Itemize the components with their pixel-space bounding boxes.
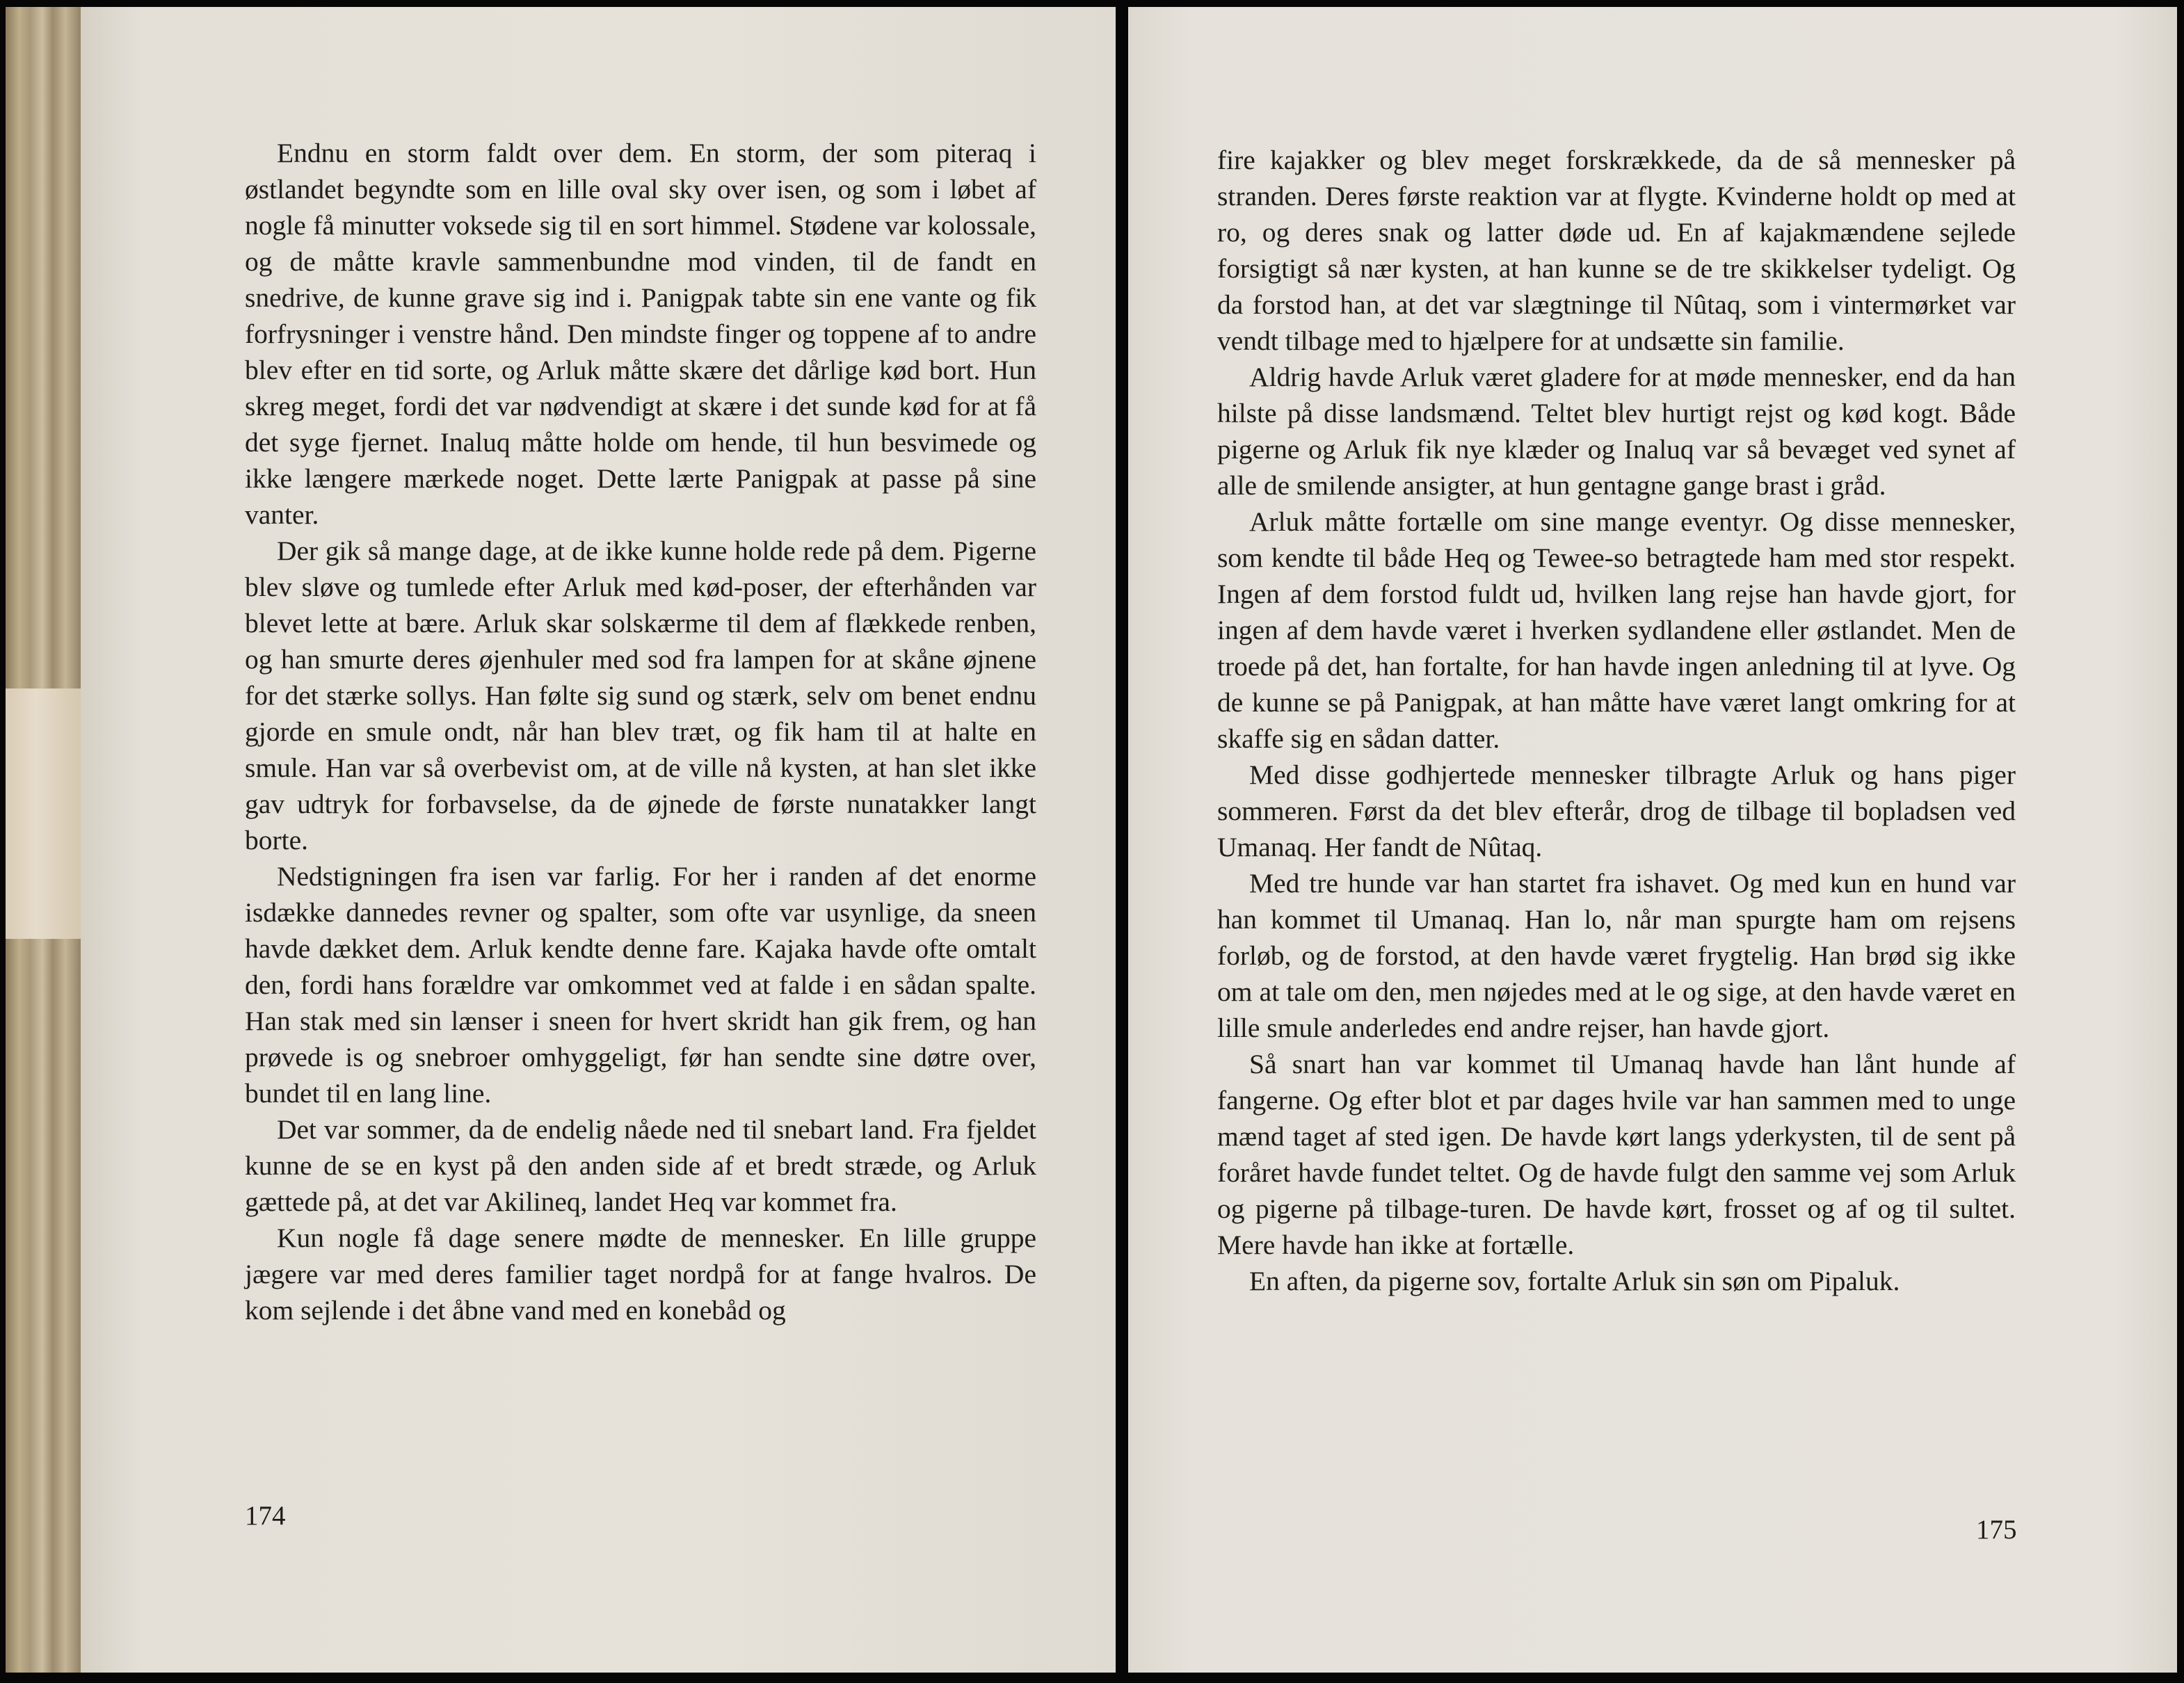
right-paragraph: Aldrig havde Arluk været gladere for at møde mennesker, end da han hilste på disse landsmænd. Teltet blev hurtigt rejst og kød kogt. Både pigerne og Arluk fik nye klæder og Inaluq var så bevæget ved synet af alle de smilende ansigter, at hun gentagne gange brast i gråd. (1217, 362, 2016, 501)
right-continued-paragraph: fire kajakker og blev meget forskrækkede, da de så mennesker på stranden. Deres første reaktion var at flygte. Kvinderne holdt op med at ro, og deres snak og latter døde ud. En af kajakmændene sejlede forsigtigt så nær kysten, at han kunne se de tre skikkelser tydeligt. Og da forstod han, at det var slægtninge til Nûtaq, som i vintermørket var vendt tilbage med to hjælpere for at undsætte sin familie. (1217, 145, 2016, 356)
right-page (1128, 7, 2177, 1673)
left-page-text (245, 135, 1036, 1328)
left-paragraph: Kun nogle få dage senere mødte de mennesker. En lille gruppe jægere var med deres familier taget nordpå for at fange hvalros. De kom sejlende i det åbne vand med en konebåd og (245, 1223, 1036, 1326)
book-spine-band (6, 688, 82, 939)
right-paragraph: Med disse godhjertede mennesker tilbragte Arluk og hans piger sommeren. Først da det blev efterår, drog de tilbage til bopladsen ved Umanaq. Her fandt de Nûtaq. (1217, 759, 2016, 862)
left-paragraph: Det var sommer, da de endelig nåede ned til snebart land. Fra fjeldet kunne de se en kyst på den anden side af et bredt stræde, og Arluk gættede på, at det var Akilineq, landet Heq var kommet fra. (245, 1114, 1036, 1217)
right-paragraph: Med tre hunde var han startet fra ishavet. Og med kun en hund var han kommet til Umanaq. Han lo, når man spurgte ham om rejsens forløb, og de forstod, at den havde været frygtelig. Han brød sig ikke om at tale om den, men nøjedes med at le og sige, at den havde været en lille smule anderledes end andre rejser, han havde gjort. (1217, 868, 2016, 1043)
right-paragraph: Så snart han var kommet til Umanaq havde han lånt hunde af fangerne. Og efter blot et par dages hvile var han sammen med to unge mænd taget af sted igen. De havde kørt langs yderkysten, til de sent på foråret havde fundet teltet. Og de havde fulgt den samme vej som Arluk og pigerne på tilbage-turen. De havde kørt, frosset og af og til sultet. Mere havde han ikke at fortælle. (1217, 1049, 2016, 1260)
left-paragraph: Der gik så mange dage, at de ikke kunne holde rede på dem. Pigerne blev sløve og tumlede efter Arluk med kød-poser, der efterhånden var blevet lette at bære. Arluk skar solskærme til dem af flækkede renben, og han smurte deres øjenhuler med sod fra lampen for at skåne øjnene for det stærke sollys. Han følte sig sund og stærk, selv om benet endnu gjorde en smule ondt, når han blev træt, og fik ham til at halte en smule. Han var så overbevist om, at de ville nå kysten, at han slet ikke gav udtryk for forbavselse, da de øjnede de første nunatakker langt borte. (245, 536, 1036, 855)
left-paragraph: Nedstigningen fra isen var farlig. For her i randen af det enorme isdække dannedes revner og spalter, som ofte var usynlige, da sneen havde dækket dem. Arluk kendte denne fare. Kajaka havde ofte omtalt den, fordi hans forældre var omkommet ved at falde i en sådan spalte. Han stak med sin lænser i sneen for hvert skridt han gik frem, og han prøvede is og snebroer omhyggeligt, før han sendte sine døtre over, bundet til en lang line. (245, 861, 1036, 1109)
left-paragraph: Endnu en storm faldt over dem. En storm, der som piteraq i østlandet begyndte som en lille oval sky over isen, og som i løbet af nogle få minutter voksede sig til en sort himmel. Stødene var kolossale, og de måtte kravle sammenbundne mod vinden, til de fandt en snedrive, de kunne grave sig ind i. Panigpak tabte sin ene vante og fik forfrysninger i venstre hånd. Den mindste finger og toppene af to andre blev efter en tid sorte, og Arluk måtte skære det dårlige kød bort. Hun skreg meget, fordi det var nødvendigt at skære i det sunde kød for at få det syge fjernet. Inaluq måtte holde om hende, til hun besvimede og ikke længere mærkede noget. Dette lærte Panigpak at passe på sine vanter. (245, 138, 1036, 530)
left-page-number: 174 (245, 1501, 286, 1531)
right-page-text (1217, 142, 2016, 1299)
right-paragraph: En aften, da pigerne sov, fortalte Arluk sin søn om Pipaluk. (1249, 1266, 1900, 1296)
right-page-number: 175 (1976, 1515, 2017, 1545)
left-page (81, 7, 1116, 1673)
right-paragraph: Arluk måtte fortælle om sine mange eventyr. Og disse mennesker, som kendte til både Heq og Tewee-so betragtede ham med stor respekt. Ingen af dem forstod fuldt ud, hvilken lang rejse han havde gjort, for ingen af dem havde været i hverken sydlandene eller østlandet. Men de troede på det, han fortalte, for han havde ingen anledning til at lyve. Og de kunne se på Panigpak, at han måtte have været langt omkring for at skaffe sig en sådan datter. (1217, 506, 2016, 754)
